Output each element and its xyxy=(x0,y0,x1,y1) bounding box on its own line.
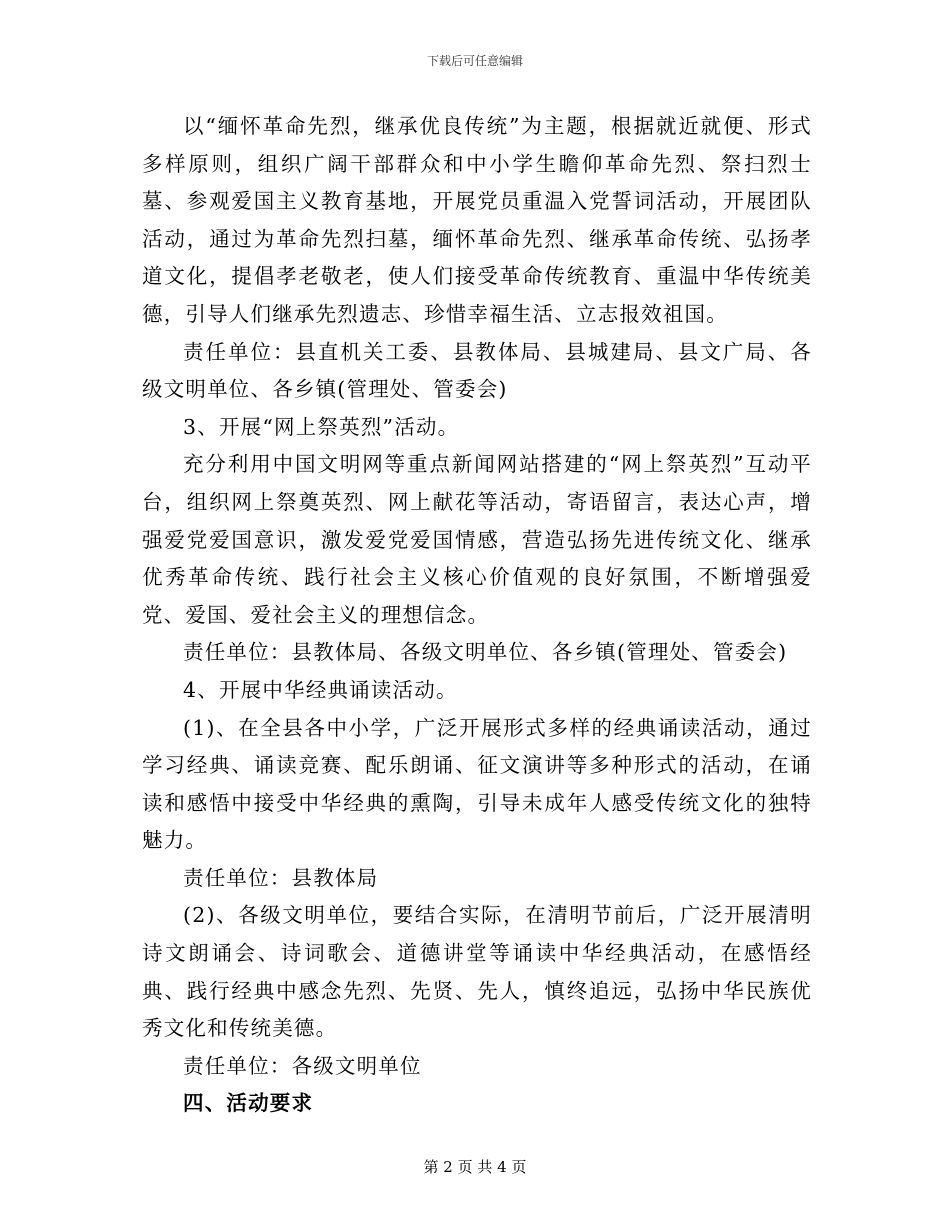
document-body xyxy=(142,108,812,1123)
page-footer: 第 2 页 共 4 页 xyxy=(423,1158,527,1176)
paragraph-classic-reading-2: (2)、各级文明单位，要结合实际，在清明节前后，广泛开展清明诗文朗诵会、诗词歌会、道德讲堂等诵读中华经典活动，在感悟经典、践行经典中感念先烈、先贤、先人，慎终追远，弘扬中华民族优秀文化和传统美德。 xyxy=(142,903,812,1041)
page-header: 下载后可任意编辑 xyxy=(426,54,523,68)
paragraph-classic-reading-1: (1)、在全县各中小学，广泛开展形式多样的经典诵读活动，通过学习经典、诵读竞赛、配乐朗诵、征文演讲等多种形式的活动，在诵读和感悟中接受中华经典的熏陶，引导未成年人感受传统文化的独特魅力。 xyxy=(142,715,812,853)
paragraph-responsible-units-2: 责任单位：县教体局、各级文明单位、各乡镇(管理处、管委会) xyxy=(183,640,788,665)
paragraph-responsible-units-1: 责任单位：县直机关工委、县教体局、县城建局、县文广局、各级文明单位、各乡镇(管理处、管委会) xyxy=(142,339,812,402)
section-heading-requirements: 四、活动要求 xyxy=(183,1091,314,1116)
section-heading-3: 3、开展“网上祭英烈”活动。 xyxy=(183,414,460,439)
section-heading-4: 4、开展中华经典诵读活动。 xyxy=(183,677,458,702)
paragraph-online-memorial: 充分利用中国文明网等重点新闻网站搭建的“网上祭英烈”互动平台，组织网上祭奠英烈、网上献花等活动，寄语留言，表达心声，增强爱党爱国意识，激发爱党爱国情感，营造弘扬先进传统文化、继承优秀革命传统、践行社会主义核心价值观的良好氛围，不断增强爱党、爱国、爱社会主义的理想信念。 xyxy=(142,452,812,627)
paragraph-responsible-units-4: 责任单位：各级文明单位 xyxy=(183,1053,422,1078)
paragraph-activity-description: 以“缅怀革命先烈，继承优良传统”为主题，根据就近就便、形式多样原则，组织广阔干部群众和中小学生瞻仰革命先烈、祭扫烈士墓、参观爱国主义教育基地，开展党员重温入党誓词活动，开展团队活动，通过为革命先烈扫墓，缅怀革命先烈、继承革命传统、弘扬孝道文化，提倡孝老敬老，使人们接受革命传统教育、重温中华传统美德，引导人们继承先烈遗志、珍惜幸福生活、立志报效祖国。 xyxy=(142,114,812,326)
paragraph-responsible-units-3: 责任单位：县教体局 xyxy=(183,865,379,890)
